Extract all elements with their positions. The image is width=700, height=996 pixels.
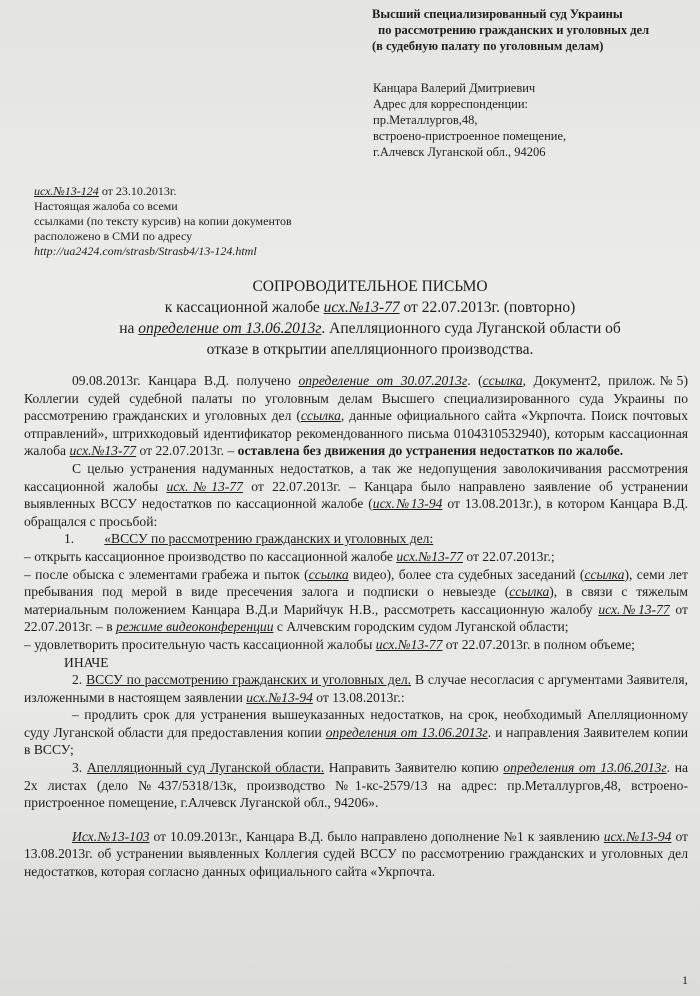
item-1-d2k: с Алчевским городским судом Луганской области; — [273, 619, 569, 635]
item-3-b: определения от 13.06.2013г — [503, 760, 667, 776]
title-line-2c: от 22.07.2013г. (повторно) — [399, 299, 576, 316]
item-3-heading: Апелляционный суд Луганской области. — [86, 760, 325, 776]
recipient-line-2: по рассмотрению гражданских и уголовных дел — [378, 23, 650, 37]
item-1-heading: «ВССУ по рассмотрению гражданских и уголовных дел: — [104, 531, 434, 547]
item-3-number: 3. — [72, 760, 87, 776]
sender-premises: встроено-пристроенное помещение, — [373, 129, 567, 143]
item-2-number: 2. — [72, 672, 87, 688]
document-title — [60, 276, 680, 360]
item-2-c: от 13.08.2013г.: — [312, 689, 405, 705]
item-3-c: . на 2х листах (дело №437/5318/13к, производство №1-кс-2579/13 на адрес: пр.Металлургов,48, встроено-пристроенное помещение, г.Алчевск Луганской обл., 94206». — [24, 760, 689, 811]
item-1-d2c: видео), более ста судебных заседаний ( — [348, 566, 585, 582]
p2-a: С целью устранения надуманных недостатков, а так же недопущения заволокичивания рассмотрения кассационной жалобы — [24, 460, 688, 494]
sender-city: г.Алчевск Луганской обл., 94206 — [373, 145, 546, 159]
p2-c: от 22.07.2013г. – Канцара было направлено заявление об устранении выявленных ВССУ недостатков по кассационной жалобе ( — [24, 478, 688, 512]
item-1-d2j: режиме видеоконференции — [116, 619, 274, 635]
item-1-dash-3 — [24, 636, 688, 654]
item-2-a: В случае несогласия с аргументами Заявителя, изложенными в настоящем заявлении — [24, 672, 688, 705]
item-2-heading: ВССУ по рассмотрению гражданских и уголовных дел. — [86, 672, 412, 688]
item-2-b: исх.№13-94 — [246, 689, 313, 705]
item-1-else: ИНАЧЕ — [64, 654, 109, 670]
p3-d: от 13.08.2013г. об устранении выявленных Коллегия судей ВССУ по рассмотрению гражданских и уголовных дел недостатков, которая согласно данных официального сайта «Укрпочта. — [24, 828, 688, 880]
ref-number: исх.№13-124 — [34, 184, 99, 198]
p2-link-statement: исх.№13-94 — [372, 496, 443, 512]
p1-c: . ( — [467, 373, 483, 388]
item-1-number: 1. — [64, 531, 75, 547]
item-3-a: Направить Заявителю копию — [324, 760, 504, 776]
p1-link-2: ссылка — [300, 408, 341, 424]
paragraph-3 — [24, 828, 688, 881]
item-3 — [24, 759, 688, 812]
item-1-d1c: от 22.07.2013г.; — [462, 548, 555, 564]
p1-link-1: ссылка — [482, 373, 523, 388]
title-line-3b: определение от 13.06.2013г — [138, 320, 322, 337]
title-line-4: отказе в открытии апелляционного производства. — [206, 341, 534, 358]
item-1-d3c: от 22.07.2013г. в полном объеме; — [442, 636, 635, 652]
item-1-d3a: – удовлетворить просительную часть кассационной жалобы — [24, 636, 376, 652]
recipient-line-3: (в судебную палату по уголовным делам) — [372, 39, 604, 53]
sender-addr-label: Адрес для корреспонденции: — [373, 97, 529, 111]
item-1-d2e: ), семи лет пребывания под мерой в виде пресечения залога и подписки о невыезде ( — [24, 566, 688, 600]
sender-street: пр.Металлургов,48, — [373, 113, 478, 127]
item-1-dash-1 — [24, 548, 688, 566]
p1-bold-result: оставлена без движения до устранения недостатков по жалобе. — [237, 443, 624, 459]
item-1-d1a: – открыть кассационное производство по кассационной жалобе — [24, 548, 397, 564]
p3-b: от 10.09.2013г., Канцара В.Д. было направлено дополнение №1 к заявлению — [149, 828, 604, 844]
p1-a: 09.08.2013г. Канцара В.Д. получено — [72, 373, 299, 388]
item-2-dash — [24, 706, 688, 759]
item-1-d2d: ссылка — [584, 566, 625, 582]
ref-url: http://ua2424.com/strasb/Strasb4/13-124.html — [34, 244, 257, 258]
reference-block — [34, 184, 292, 259]
p3-a: Исх.№13-103 — [72, 828, 150, 844]
item-2 — [24, 671, 688, 706]
ref-note-3: расположено в СМИ по адресу — [34, 229, 193, 243]
paragraph-2 — [24, 460, 688, 530]
title-line-3c: . Апелляционного суда Луганской области об — [321, 320, 621, 337]
p2-e: от 13.08.2013г.), в котором Канцара В.Д. обращался с просьбой: — [24, 496, 688, 529]
p1-g: , данные официального сайта «Укрпочта. Поиск почтовых отправлений», штрихкодовый идентификатор рекомендованного письма 0104310532940), которым кассационная жалоба — [24, 408, 688, 459]
item-1-d2a: – после обыска с элементами грабежа и пыток ( — [24, 566, 309, 582]
p2-link-complaint: исх.№13-77 — [166, 478, 243, 494]
sender-block — [373, 80, 566, 160]
ref-note-1: Настоящая жалоба со всеми — [34, 199, 178, 213]
p3-c: исх.№13-94 — [603, 828, 672, 844]
item-1-dash-2 — [24, 566, 688, 636]
document-body — [24, 372, 688, 881]
page-number: 1 — [682, 973, 688, 987]
item-1-d2f: ссылка — [509, 584, 550, 600]
p1-link-determination: определение от 30.07.2013г — [298, 373, 468, 388]
item-1-d2b: ссылка — [308, 566, 349, 582]
title-line-1: СОПРОВОДИТЕЛЬНОЕ ПИСЬМО — [252, 278, 488, 295]
title-line-2a: к кассационной жалобе — [164, 299, 324, 316]
item-1-header — [24, 530, 688, 548]
item-1-d2i: от 22.07.2013г. – в — [24, 601, 688, 635]
item-1-d1b: исх.№13-77 — [396, 548, 463, 564]
ref-date: от 23.10.2013г. — [98, 184, 177, 198]
paragraph-1 — [24, 372, 688, 460]
recipient-line-1: Высший специализированный суд Украины — [372, 7, 623, 21]
item-1-d3b: исх.№13-77 — [375, 636, 443, 652]
item-2-e: определения от 13.06.2013г — [325, 724, 488, 740]
item-1-d2h: исх.№13-77 — [598, 601, 670, 617]
title-line-3a: на — [119, 320, 139, 337]
recipient-block — [372, 6, 649, 54]
item-2-d: – продлить срок для устранения вышеуказанных недостатков, на срок, необходимый Апелляционному суду Луганской области для предоставления копии — [24, 707, 688, 740]
sender-name: Канцара Валерий Дмитриевич — [373, 81, 536, 95]
p1-i: от 22.07.2013г. – — [136, 443, 238, 459]
title-line-2b: исх.№13-77 — [323, 299, 400, 316]
p1-link-complaint: исх.№13-77 — [69, 443, 137, 459]
item-1-d2g: ), в связи с тяжелым материальным положением Канцара В.Д.и Марийчук Н.В., рассмотреть кассационную жалобу — [24, 584, 689, 617]
ref-note-2: ссылками (по тексту курсив) на копии документов — [34, 214, 292, 228]
item-2-f: . и направления Заявителем копии в ВССУ; — [24, 724, 689, 758]
p1-e: , Документ2, прилож.№5) Коллегии судей судебной палаты по уголовным делам Высшего специализированного суда Украины по рассмотрению гражданских и уголовных дел ( — [24, 373, 689, 424]
